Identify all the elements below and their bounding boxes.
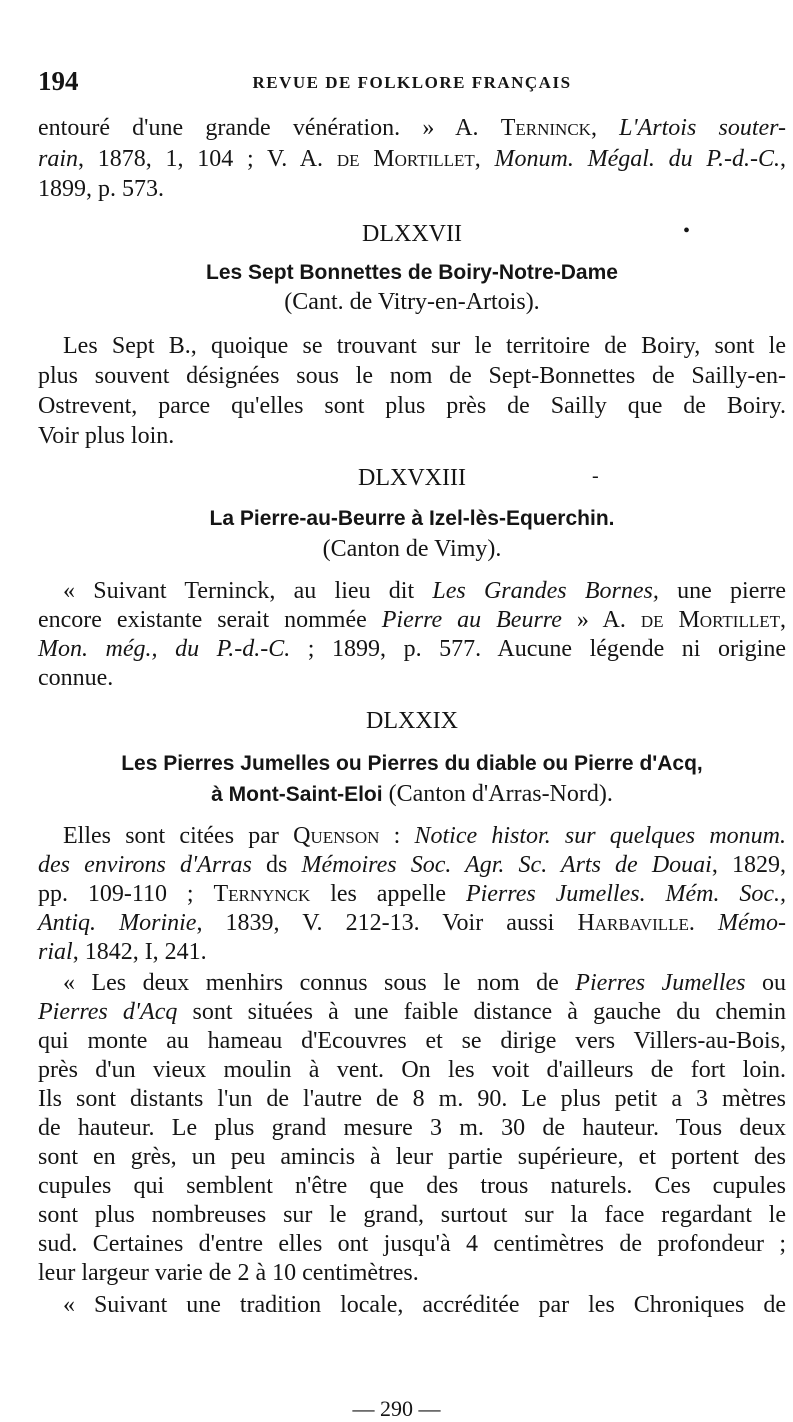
page-footer-number: — 290 — xyxy=(352,1396,441,1421)
text-line: « Suivant Terninck, au lieu dit Les Grandes Bornes, une pierre xyxy=(63,578,787,604)
running-title: REVUE DE FOLKLORE FRANÇAIS xyxy=(252,73,572,92)
text-line: plus souvent désignées sous le nom de Sept-Bonnettes de Sailly-en- xyxy=(38,363,786,389)
page-header xyxy=(38,66,786,100)
text-line: Pierres d'Acq sont situées à une faible distance à gauche du chemin xyxy=(38,999,786,1025)
text-line: rain, 1878, 1, 104 ; V. A. de Mortillet, Monum. Mégal. du P.-d.-C., xyxy=(38,146,786,172)
page-number: 194 xyxy=(38,66,79,96)
text-line: Ils sont distants l'un de l'autre de 8 m. 90. Le plus petit a 3 mètres xyxy=(38,1086,786,1112)
stray-mark: - xyxy=(592,465,599,487)
text-line: Les Sept B., quoique se trouvant sur le territoire de Boiry, sont le xyxy=(63,333,786,359)
section-title: Les Sept Bonnettes de Boiry-Notre-Dame xyxy=(206,261,618,284)
text-line: des environs d'Arras ds Mémoires Soc. Agr. Sc. Arts de Douai, 1829, xyxy=(38,852,786,878)
section-numeral: DLXXVII xyxy=(362,221,462,247)
section-title: Les Pierres Jumelles ou Pierres du diable ou Pierre d'Acq, xyxy=(121,752,703,775)
text-line: « Les deux menhirs connus sous le nom de Pierres Jumelles ou xyxy=(63,970,786,996)
text-line: Elles sont citées par Quenson : Notice histor. sur quelques monum. xyxy=(63,823,786,849)
text-line: Mon. még., du P.-d.-C. ; 1899, p. 577. Aucune légende ni origine xyxy=(38,636,786,662)
text-line: sont en grès, un peu amincis à leur partie supérieure, et portent des xyxy=(38,1144,786,1170)
text-line: rial, 1842, I, 241. xyxy=(38,939,207,965)
text-line: près d'un vieux moulin à vent. On les voit d'ailleurs de fort loin. xyxy=(38,1057,786,1083)
text-line: entouré d'une grande vénération. » A. Terninck, L'Artois souter- xyxy=(38,115,787,141)
section-numeral: DLXVXIII xyxy=(358,465,466,491)
text-line: « Suivant une tradition locale, accréditée par les Chroniques de xyxy=(63,1292,786,1318)
text-line: leur largeur varie de 2 à 10 centimètres. xyxy=(38,1260,419,1286)
section-numeral: DLXXIX xyxy=(366,708,458,734)
text-line: encore existante serait nommée Pierre au Beurre » A. de Mortillet, xyxy=(38,607,786,633)
text-line: sont plus nombreuses sur le grand, surtout sur la face regardant le xyxy=(38,1202,786,1228)
text-line: pp. 109-110 ; Ternynck les appelle Pierres Jumelles. Mém. Soc., xyxy=(38,881,786,907)
section-title: La Pierre-au-Beurre à Izel-lès-Equerchin. xyxy=(209,507,615,530)
text-line: Ostrevent, parce qu'elles sont plus près de Sailly que de Boiry. xyxy=(38,393,786,419)
text-line: de hauteur. Le plus grand mesure 3 m. 30 de hauteur. Tous deux xyxy=(38,1115,786,1141)
section-subtitle: (Canton de Vimy). xyxy=(322,536,502,562)
text-line: connue. xyxy=(38,665,114,691)
text-line: cupules qui semblent n'être que des trous naturels. Ces cupules xyxy=(38,1173,786,1199)
text-line: 1899, p. 573. xyxy=(38,176,164,202)
stray-mark: • xyxy=(683,220,691,242)
section-subtitle: à Mont-Saint-Eloi (Canton d'Arras-Nord). xyxy=(211,781,613,807)
text-line: Voir plus loin. xyxy=(38,423,175,449)
section-subtitle: (Cant. de Vitry-en-Artois). xyxy=(284,289,540,315)
text-line: Antiq. Morinie, 1839, V. 212-13. Voir aussi Harbaville. Mémo- xyxy=(38,910,786,936)
text-line: sud. Certaines d'entre elles ont jusqu'à 4 centimètres de profondeur ; xyxy=(38,1231,786,1257)
text-line: qui monte au hameau d'Ecouvres et se dirige vers Villers-au-Bois, xyxy=(38,1028,786,1054)
